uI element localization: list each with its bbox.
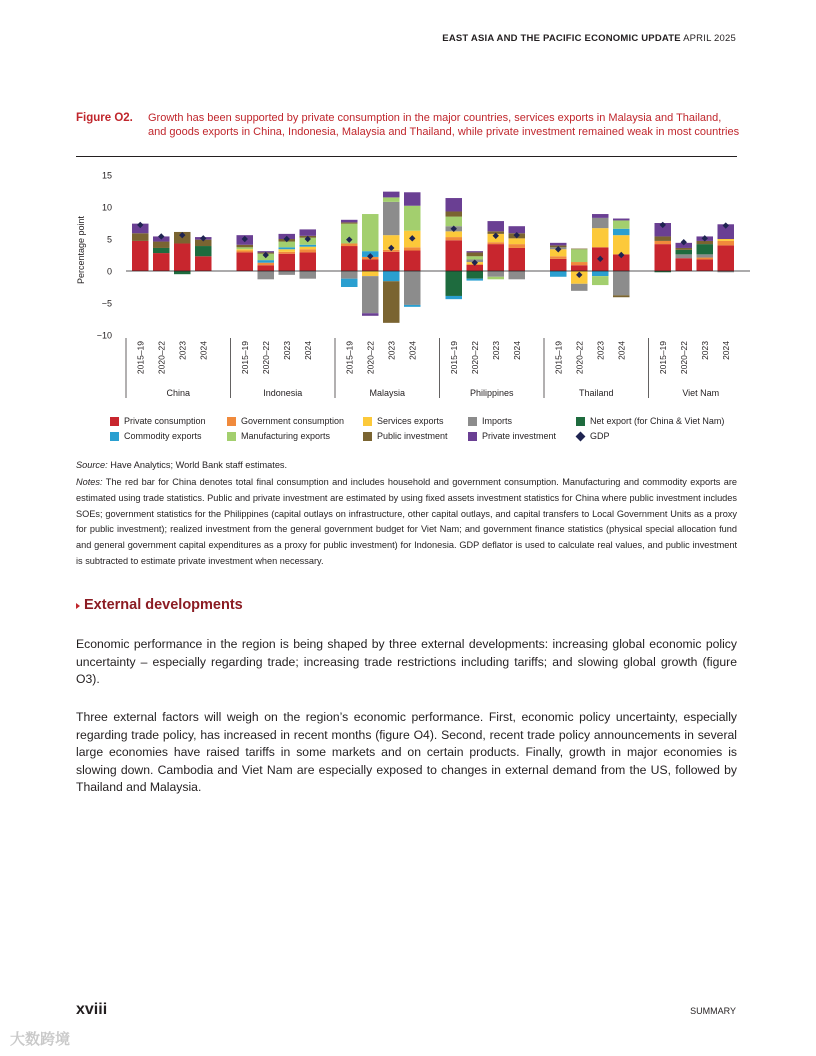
- bar-segment-im: [571, 284, 588, 291]
- x-tick-label: 2023: [595, 341, 606, 360]
- legend-label: Commodity exports: [124, 431, 202, 441]
- bar-segment-ce: [258, 260, 275, 263]
- bar-segment-gc: [404, 247, 421, 250]
- legend-item: [363, 416, 444, 426]
- bar-segment-se: [279, 249, 296, 252]
- x-tick-label: 2023: [490, 341, 501, 360]
- source-text: Have Analytics; World Bank staff estimates.: [107, 460, 288, 470]
- bar-segment-pri: [446, 198, 463, 211]
- bar-segment-pri: [362, 313, 379, 316]
- header-date: APRIL 2025: [683, 33, 736, 44]
- bar-segment-pc: [383, 252, 400, 271]
- bar-segment-pri: [300, 229, 317, 235]
- figure-label: Figure O2.: [76, 112, 133, 124]
- bar-segment-gc: [258, 263, 275, 266]
- bar-segment-pub: [153, 242, 170, 248]
- bar-segment-me: [446, 217, 463, 227]
- bar-segment-pub: [383, 281, 400, 323]
- header-title: EAST ASIA AND THE PACIFIC ECONOMIC UPDATE: [442, 33, 681, 44]
- bar-segment-pub: [446, 211, 463, 216]
- legend-item: [227, 431, 330, 441]
- legend-swatch: [363, 432, 372, 441]
- x-tick-label: 2024: [616, 341, 627, 360]
- bar-segment-me: [279, 242, 296, 248]
- bar-segment-pub: [467, 252, 484, 256]
- y-tick-label: 10: [101, 202, 112, 213]
- legend-label: Manufacturing exports: [241, 431, 331, 441]
- x-tick-label: 2024: [511, 341, 522, 360]
- legend-label: Private investment: [482, 431, 557, 441]
- section-marker-icon: [76, 603, 80, 609]
- group-label: Thailand: [578, 388, 614, 398]
- y-tick-label: 5: [106, 234, 112, 245]
- legend-swatch: [468, 417, 477, 426]
- legend-swatch: [468, 432, 477, 441]
- bar-segment-im: [592, 218, 609, 228]
- bar-segment-pc: [697, 259, 714, 271]
- bar-segment-pc: [362, 259, 379, 271]
- legend-item: [468, 431, 556, 441]
- bar-segment-pri: [613, 219, 630, 221]
- bar-segment-pub: [132, 233, 149, 241]
- bar-segment-pri: [592, 214, 609, 218]
- bar-segment-pri: [550, 243, 567, 246]
- bar-segment-pc: [446, 240, 463, 271]
- section-heading: External developments: [84, 597, 243, 613]
- bar-segment-nx: [697, 244, 714, 254]
- bar-segment-im: [258, 271, 275, 279]
- legend-item: [363, 431, 448, 441]
- x-tick-label: 2015–19: [448, 341, 459, 375]
- bar-segment-pc: [237, 252, 254, 271]
- bar-segment-se: [592, 228, 609, 247]
- running-header: [442, 33, 736, 44]
- notes-label: Notes:: [76, 477, 103, 487]
- bar-segment-se: [237, 249, 254, 250]
- bar-segment-ce: [467, 279, 484, 281]
- bar-segment-im: [676, 254, 693, 258]
- bar-segment-gc: [446, 237, 463, 240]
- bar-segment-pc: [279, 254, 296, 271]
- bar-segment-se: [509, 238, 526, 244]
- bar-segment-me: [613, 220, 630, 228]
- x-tick-label: 2015–19: [657, 341, 668, 375]
- bar-segment-se: [446, 231, 463, 237]
- body-paragraph: Three external factors will weigh on the region’s economic performance. First, economic policy uncertainty, especially regarding trade policy, has increased in recent months (figure O4). Second, recent trade policy announcements in several large economies have raised tariffs in some markets and on certain products. Finally, growth in major economies is slowing down. Cambodia and Viet Nam are especially exposed to changes in external demand from the US, followed by Thailand and Malaysia.: [76, 710, 737, 794]
- bar-segment-pub: [676, 248, 693, 250]
- bar-segment-pc: [655, 244, 672, 271]
- legend-item: [110, 431, 202, 441]
- bar-segment-pc: [550, 259, 567, 271]
- legend-item: [468, 416, 512, 426]
- bar-segment-nx: [467, 271, 484, 279]
- x-tick-label: 2015–19: [135, 341, 146, 375]
- bar-segment-im: [383, 202, 400, 235]
- bar-segment-pri: [467, 251, 484, 252]
- bar-segment-pc: [676, 258, 693, 271]
- bar-segment-im: [488, 271, 505, 277]
- bar-segment-pc: [174, 243, 191, 271]
- bar-segment-pc: [488, 244, 505, 271]
- legend-label: Services exports: [377, 416, 444, 426]
- figure-source: [76, 460, 287, 470]
- bar-segment-ce: [341, 279, 358, 287]
- bar-segment-pc: [132, 241, 149, 271]
- bar-segment-nx: [153, 248, 170, 253]
- bar-segment-gc: [718, 241, 735, 245]
- bar-segment-gc: [237, 251, 254, 253]
- legend-swatch: [576, 417, 585, 426]
- bar-segment-gc: [550, 256, 567, 259]
- legend-swatch: [227, 432, 236, 441]
- bar-segment-im: [300, 271, 317, 279]
- body-paragraph: Economic performance in the region is being shaped by three external developments: increasing global economic policy uncertainty – especially regarding trade; increasing trade restrictions including tariffs; and slowing global growth (figure O3).: [76, 637, 737, 686]
- bar-segment-pri: [488, 221, 505, 231]
- bar-segment-pc: [509, 248, 526, 271]
- bar-segment-pc: [718, 245, 735, 271]
- bar-segment-gc: [655, 241, 672, 244]
- page-number: xviii: [76, 1001, 108, 1018]
- bar-segment-ce: [550, 271, 567, 277]
- bar-segment-gc: [279, 252, 296, 254]
- footer-label: SUMMARY: [690, 1006, 736, 1016]
- bar-segment-im: [697, 254, 714, 257]
- bar-segment-me: [571, 249, 588, 262]
- bar-segment-se: [362, 271, 379, 276]
- stacked-bar-chart: [70, 160, 750, 410]
- legend-label: Government consumption: [241, 416, 345, 426]
- group-label: Indonesia: [263, 388, 303, 398]
- bar-segment-pri: [341, 220, 358, 223]
- legend-item: [110, 416, 206, 426]
- group-label: Viet Nam: [682, 388, 720, 398]
- bar-segment-ce: [300, 245, 317, 247]
- bar-segment-pub: [237, 245, 254, 248]
- legend-swatch: [363, 417, 372, 426]
- legend-swatch: [110, 432, 119, 441]
- x-tick-label: 2023: [386, 341, 397, 360]
- bar-segment-nx: [174, 271, 191, 274]
- bar-segment-me: [467, 256, 484, 259]
- bar-segment-pc: [300, 252, 317, 271]
- bar-segment-nx: [446, 271, 463, 296]
- bar-segment-se: [613, 235, 630, 254]
- bar-segment-ce: [613, 229, 630, 235]
- x-tick-label: 2015–19: [239, 341, 250, 375]
- bar-segment-gc: [488, 242, 505, 244]
- y-axis-title: Percentage point: [76, 215, 86, 285]
- bar-segment-gc: [509, 244, 526, 248]
- bar-segment-ce: [592, 271, 609, 276]
- x-tick-label: 2023: [281, 341, 292, 360]
- bar-segment-pub: [613, 295, 630, 297]
- bar-segment-pc: [404, 251, 421, 271]
- legend-swatch: [227, 417, 236, 426]
- bar-segment-im: [404, 271, 421, 305]
- x-tick-label: 2024: [198, 341, 209, 360]
- bar-segment-pri: [383, 192, 400, 198]
- y-tick-label: 15: [101, 170, 112, 181]
- bar-segment-gc: [571, 262, 588, 265]
- bar-segment-im: [341, 271, 358, 279]
- legend-label: Public investment: [377, 431, 448, 441]
- x-tick-label: 2015–19: [553, 341, 564, 375]
- legend-swatch: [110, 417, 119, 426]
- legend-label: Private consumption: [124, 416, 206, 426]
- x-tick-label: 2020–22: [678, 341, 689, 375]
- bar-segment-ce: [446, 296, 463, 299]
- group-label: Philippines: [469, 388, 514, 398]
- group-label: China: [166, 388, 191, 398]
- bar-segment-pub: [341, 222, 358, 223]
- bar-segment-im: [362, 276, 379, 313]
- legend-label: GDP: [590, 431, 610, 441]
- y-tick-label: −5: [101, 298, 112, 309]
- figure-rule: [76, 156, 737, 157]
- bar-segment-pri: [404, 192, 421, 205]
- bar-segment-pub: [571, 249, 588, 250]
- source-label: Source:: [76, 460, 108, 470]
- figure-notes: [76, 475, 737, 570]
- legend-item-gdp: [576, 431, 610, 441]
- x-tick-label: 2023: [177, 341, 188, 360]
- bar-segment-im: [279, 271, 296, 275]
- bar-segment-me: [592, 276, 609, 285]
- bar-segment-gc: [341, 243, 358, 246]
- bar-segment-im: [509, 271, 526, 279]
- bar-segment-pc: [153, 253, 170, 271]
- x-tick-label: 2024: [720, 341, 731, 360]
- x-tick-label: 2015–19: [344, 341, 355, 375]
- legend-item: [576, 416, 724, 426]
- bar-segment-se: [718, 239, 735, 241]
- bar-segment-me: [488, 277, 505, 280]
- bar-segment-ce: [404, 305, 421, 307]
- group-label: Malaysia: [369, 388, 406, 398]
- x-tick-label: 2020–22: [156, 341, 167, 375]
- y-tick-label: −10: [96, 330, 112, 341]
- bar-segment-nx: [676, 250, 693, 254]
- bar-segment-pc: [341, 246, 358, 271]
- legend-label: Net export (for China & Viet Nam): [590, 416, 725, 426]
- x-tick-label: 2023: [699, 341, 710, 360]
- bar-segment-pc: [258, 265, 275, 271]
- bar-segment-me: [383, 197, 400, 201]
- bar-segment-me: [362, 214, 379, 251]
- diamond-icon: [576, 431, 586, 441]
- legend-item: [227, 416, 344, 426]
- notes-text: The red bar for China denotes total final consumption and includes household and government consumption. Manufacturing and commodity exports are estimated using trade statistics. Public and private investment are estimated by using fixed assets investment statistics for China where public investment includes SOEs; government statistics for the Philippines (capital outlays on infrastructure, other capital outlays, and capital transfers to Local Government Units as a proxy for public investment); realized investment from the general government budget for Viet Nam; and government finance statistics (physical special allocation fund and general government capital expenditures as a proxy for public investment) for Indonesia. GDP deflator is used to calculate real values, and public investment is subtracted to estimate private investment when necessary.: [76, 477, 737, 566]
- bar-segment-im: [613, 271, 630, 295]
- y-tick-label: 0: [106, 266, 112, 277]
- x-tick-label: 2024: [302, 341, 313, 360]
- legend-label: Imports: [482, 416, 513, 426]
- bar-segment-gc: [300, 249, 317, 252]
- bar-segment-me: [237, 247, 254, 249]
- x-tick-label: 2020–22: [574, 341, 585, 375]
- bar-segment-ce: [279, 247, 296, 249]
- bar-segment-pc: [195, 256, 212, 271]
- bar-segment-ce: [383, 271, 400, 281]
- figure-caption: Growth has been supported by private consumption in the major countries, services exports in Malaysia and Thailand, and goods exports in China, Indonesia, Malaysia and Thailand, while private investment remained weak in most countries: [148, 112, 740, 138]
- bar-segment-nx: [195, 246, 212, 256]
- bar-segment-gc: [697, 258, 714, 260]
- x-tick-label: 2020–22: [260, 341, 271, 375]
- bar-segment-me: [404, 206, 421, 231]
- watermark-logo: 大数跨境: [10, 1031, 71, 1048]
- x-tick-label: 2020–22: [469, 341, 480, 375]
- bar-segment-pub: [655, 236, 672, 240]
- bar-segment-se: [300, 247, 317, 250]
- x-tick-label: 2020–22: [365, 341, 376, 375]
- x-tick-label: 2024: [407, 341, 418, 360]
- bar-segment-pc: [571, 265, 588, 271]
